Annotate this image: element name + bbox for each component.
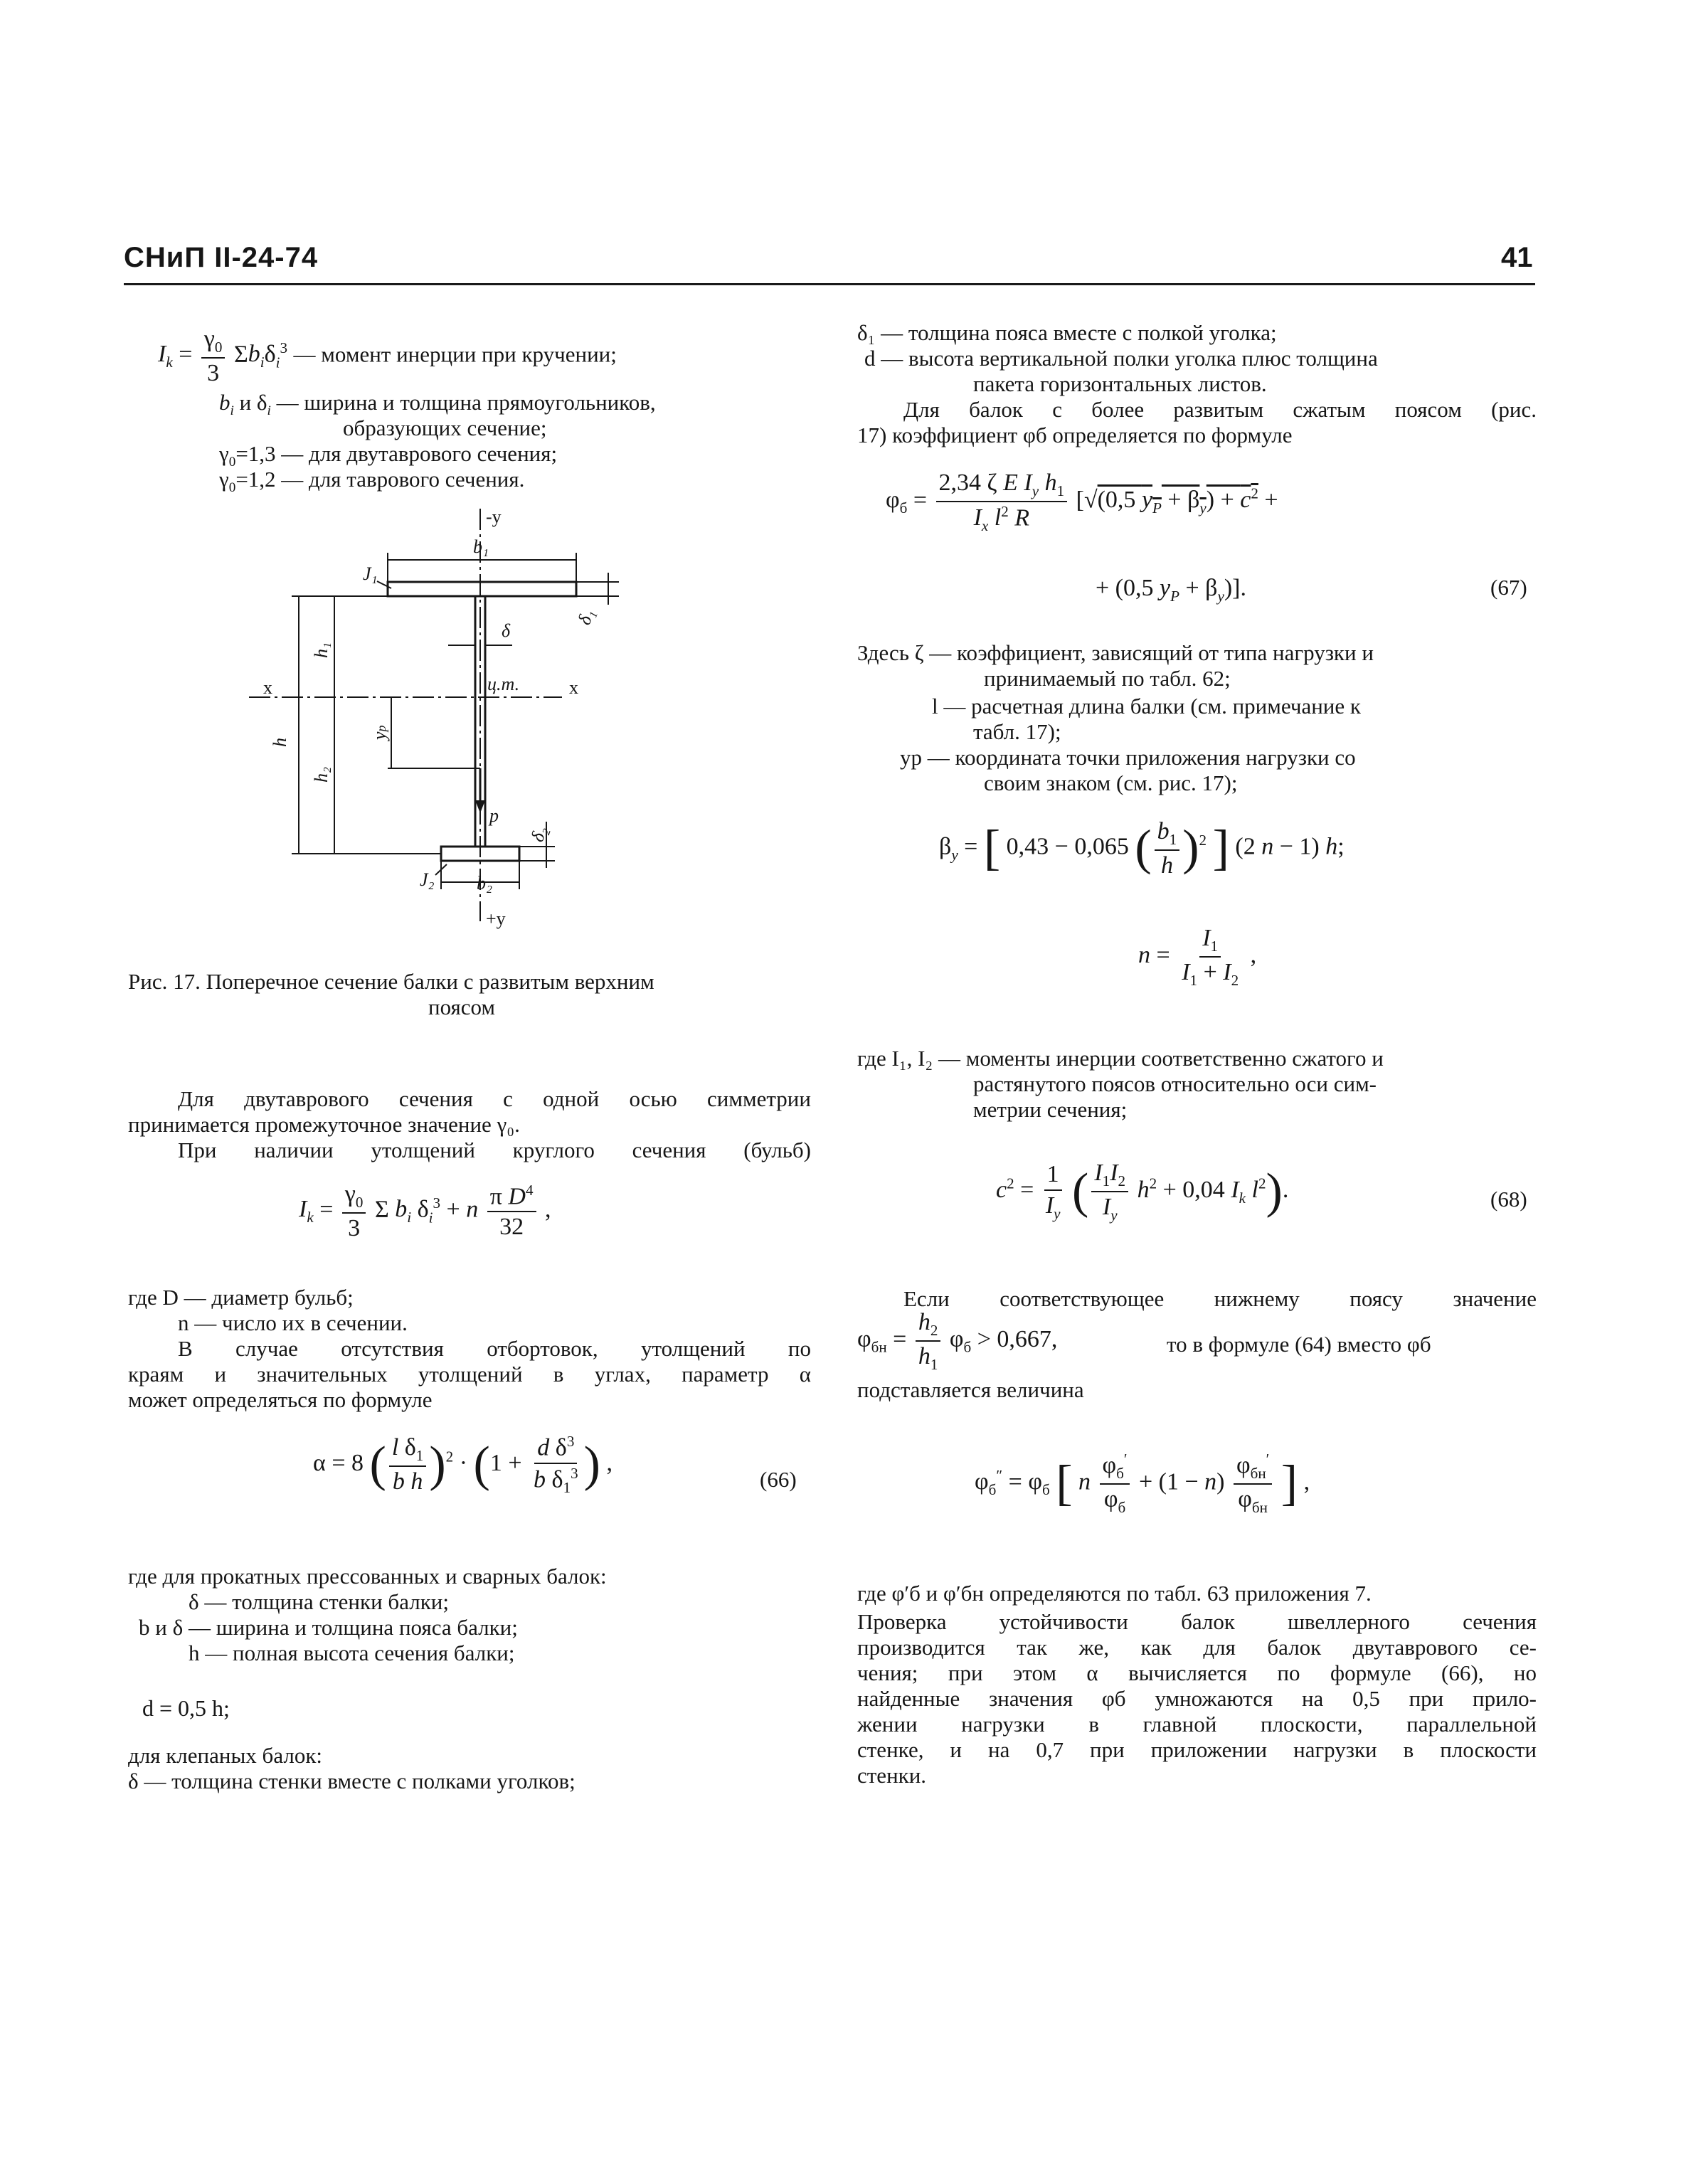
para-3-cont: краям и значительных утолщений в углах, параметр α — [128, 1362, 811, 1387]
fig-label-j1: J₁ — [363, 563, 378, 584]
def-moments: где I₁, I₂ — моменты инерции соответственно сжатого и — [857, 1046, 1384, 1071]
header-rule — [124, 283, 1535, 285]
formula-phi-bn: $\varphi_{бн}$ = $\frac{h_2}{h_1}$ $\varphi_б > 0,667$, — [857, 1309, 1058, 1373]
formula-ik-bulb: $I_k$ = $\frac{\gamma_0}{3}$ Σ $b_i$ $\delta_i^3 + n$ $\frac{\pi D^4}{32}$ , — [299, 1181, 551, 1241]
formula-phi-double-prime: $\varphi_б'' = \varphi_б$ [ n $\frac{\varphi_б'}{\varphi_б}$ + (1 − n) $\frac{\varphi_{бн}'}{\varphi_{бн}}$ ] , — [975, 1451, 1310, 1517]
fig-label-j2: J₂ — [420, 869, 435, 890]
where-rolled: где для прокатных прессованных и сварных балок: — [128, 1564, 607, 1589]
figure-caption-cont: поясом — [428, 995, 496, 1019]
para-lower-flange-cont: то в формуле (64) вместо φб — [1167, 1332, 1431, 1357]
def-gamma12: $\gamma_0=1,2$ — для таврового сечения. — [219, 467, 525, 496]
fig-label-h: h — [270, 738, 290, 747]
formula-ik: $I_k$ = $\frac{\gamma_0}{3}$ $\Sigma b_i\delta_i^3$ — момент инерции при кручении; — [158, 326, 617, 386]
page-number: 41 — [1501, 242, 1533, 273]
fig-label-b1: b₁ — [473, 536, 489, 557]
fig-label-h1: h₁ — [311, 642, 332, 658]
para-channel-4: найденные значения φб умножаются на 0,5 при прило- — [857, 1686, 1537, 1711]
para-channel-7: стенки. — [857, 1763, 927, 1788]
fig-label-minus-y: -у — [486, 509, 502, 527]
formula-beta-y: $\beta_y$ = [ 0,43 − 0,065 ( $\frac{b_1}{h}$ )$^2$ ] (2 n − 1) h; — [939, 818, 1345, 879]
fig-label-plus-y: +у — [486, 908, 506, 929]
eq-number-67: (67) — [1490, 575, 1527, 600]
beam-cross-section-figure — [249, 509, 640, 932]
def-phi-prime: где φ′б и φ′бн определяются по табл. 63 приложения 7. — [857, 1581, 1372, 1606]
def-bi-cont: образующих сечение; — [343, 415, 547, 440]
def-flange: b и δ — ширина и толщина пояса балки; — [139, 1615, 518, 1640]
para-channel-3: чения; при этом α вычисляется по формуле (66), но — [857, 1660, 1537, 1685]
para-3: В случае отсутствия отбортовок, утолщений по — [178, 1336, 811, 1361]
formula-67-cont: + (0,5 $y_P + \beta_y$)]. — [1096, 575, 1246, 605]
def-d-height: d — высота вертикальной полки уголка плюс толщина — [864, 346, 1378, 371]
para-1: Для двутаврового сечения с одной осью симметрии — [178, 1086, 811, 1111]
def-riveted-web: δ — толщина стенки вместе с полками уголков; — [128, 1769, 576, 1793]
formula-66: α = 8 ( $\frac{l \delta_1}{\text{b h}}$ )$^2$ · (1 + $\frac{d \delta^3}{b \delta_1^3}$ ) , — [313, 1433, 613, 1496]
para-substitute: подставляется величина — [857, 1377, 1084, 1402]
fig-label-delta2: δ₂ — [526, 823, 551, 845]
para-lower-flange: Если соответствующее нижнему поясу значение — [903, 1286, 1537, 1311]
fig-label-yp: yр — [369, 725, 390, 740]
def-web-thickness: δ — толщина стенки балки; — [189, 1589, 449, 1614]
eq-number-68: (68) — [1490, 1187, 1527, 1212]
para-channel-2: производится так же, как для балок двутаврового се- — [857, 1635, 1537, 1660]
top-flange — [388, 582, 576, 596]
fig-label-h2: h₂ — [311, 766, 332, 783]
formula-68: $c^2$ = $\frac{1}{I_y}$ ( $\frac{I_1I_2}{I_y}$ $h^2 + 0,04$ $I_k$ $l^2$). — [996, 1160, 1289, 1224]
def-l-cont: табл. 17); — [973, 719, 1061, 744]
formula-n: n = $\frac{I_1}{I_1 + I_2}$ , — [1138, 925, 1257, 989]
load-arrow — [475, 800, 485, 813]
def-yp: yр — координата точки приложения нагрузки со — [900, 745, 1356, 770]
para-developed-flange-cont: 17) коэффициент φб определяется по формуле — [857, 423, 1293, 447]
para-developed-flange: Для балок с более развитым сжатым поясом (рис. — [903, 397, 1537, 422]
def-n-bulb: n — число их в сечении. — [178, 1310, 408, 1335]
riveted-heading: для клепаных балок: — [128, 1743, 323, 1768]
fig-label-p: p — [489, 805, 499, 826]
fig-label-delta: δ — [502, 620, 511, 641]
def-zeta: Здесь ζ — коэффициент, зависящий от типа нагрузки и — [857, 640, 1374, 665]
def-gamma13: $\gamma_0=1,3$ — для двутаврового сечения; — [219, 441, 558, 470]
para-channel: Проверка устойчивости балок швеллерного сечения — [857, 1609, 1537, 1634]
def-d-height-cont: пакета горизонтальных листов. — [973, 371, 1267, 396]
def-bi: $b_i$ и $\delta_i$ — ширина и толщина прямоугольников, — [219, 390, 656, 419]
def-zeta-cont: принимаемый по табл. 62; — [984, 666, 1231, 691]
fig-label-x-left: x — [263, 677, 272, 698]
document-title: СНиП II-24-74 — [124, 242, 319, 273]
def-height: h — полная высота сечения балки; — [189, 1640, 515, 1665]
def-moments-end: метрии сечения; — [973, 1097, 1128, 1122]
para-channel-5: жении нагрузки в главной плоскости, параллельной — [857, 1712, 1537, 1737]
fig-label-delta1: δ₁ — [573, 606, 598, 628]
formula-67: $\varphi_б$ = $\frac{2,34 \zeta E I_y h_1}{I_x l^2 R}$ [√(0,5 $y_P + \beta_y) + c^2$ + — [886, 470, 1278, 535]
fig-label-ct: ц.т. — [487, 674, 520, 694]
figure-caption: Рис. 17. Поперечное сечение балки с развитым верхним — [128, 969, 654, 994]
para-1-cont: принимается промежуточное значение γ₀. — [128, 1112, 520, 1137]
para-3-end: может определяться по формуле — [128, 1387, 433, 1412]
para-2: При наличии утолщений круглого сечения (бульб) — [178, 1138, 811, 1162]
fig-label-x-right: x — [569, 677, 578, 698]
def-l: l — расчетная длина балки (см. примечание к — [932, 694, 1361, 719]
eq-number-66: (66) — [760, 1467, 797, 1492]
fig-label-b2: b₂ — [477, 873, 493, 894]
def-delta1: δ₁ — толщина пояса вместе с полкой уголка; — [857, 320, 1277, 345]
para-channel-6: стенке, и на 0,7 при приложении нагрузки в плоскости — [857, 1737, 1537, 1762]
def-yp-cont: своим знаком (см. рис. 17); — [984, 770, 1238, 795]
formula-d: d = 0,5 h; — [142, 1695, 230, 1721]
def-moments-cont: растянутого поясов относительно оси сим- — [973, 1071, 1377, 1096]
def-d-bulb: где D — диаметр бульб; — [128, 1285, 354, 1310]
